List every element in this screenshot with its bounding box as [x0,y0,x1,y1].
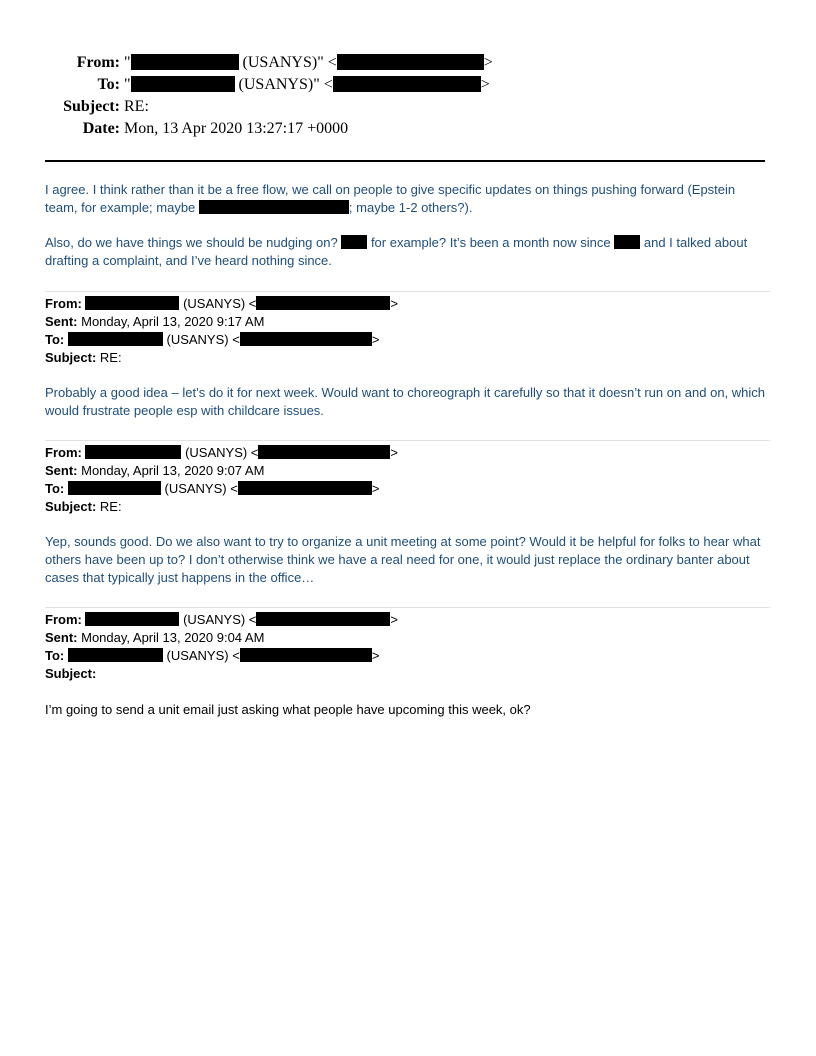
quoted-to-row [45,647,767,665]
quoted-from-org: (USANYS) < [179,612,257,627]
quoted-from-close: > [390,612,398,627]
reply-text: ; maybe 1-2 others?). [348,200,473,215]
header-date-label: Date: [82,120,120,137]
header-subject-label: Subject: [63,98,120,115]
header-to-org: (USANYS)" < [238,76,333,93]
quoted-to-label: To: [45,332,65,347]
redaction-box [68,648,163,662]
quoted-sent-row [45,313,767,331]
redaction-box [85,296,179,310]
quoted-to-org: (USANYS) < [160,481,238,496]
quoted-from-close: > [390,445,398,460]
header-to-label: To: [97,76,120,93]
reply-message-body [45,181,767,270]
reply-paragraph [45,234,767,270]
quoted-subject-row [45,498,767,516]
redaction-box [131,54,239,70]
quoted-to-close: > [371,481,380,496]
quoted-subject-label: Subject: [45,499,97,514]
header-to-quote: " [124,76,131,93]
quoted-sent-value: Monday, April 13, 2020 9:17 AM [77,314,265,329]
quoted-to-close: > [371,648,380,663]
quoted-to-row [45,331,767,349]
header-from-row [0,52,816,74]
quoted-from-label: From: [45,445,82,460]
quoted-from-org: (USANYS) < [179,296,257,311]
quoted-to-org: (USANYS) < [162,332,240,347]
header-subject-row [0,96,816,118]
redaction-box [240,332,372,346]
quoted-from-close: > [390,296,398,311]
header-to-close: > [480,76,490,93]
quoted-email-header [45,611,767,683]
email-separator [45,291,770,292]
quoted-from-row [45,611,767,629]
header-to-row [0,74,816,96]
reply-text: I agree. I think rather than it be a free flow, we call on people to give specific updates on things pushing forward (Epstein team, for example; maybe [45,182,736,215]
header-date-row [0,118,816,140]
redaction-box [238,481,372,495]
quoted-subject-row [45,665,767,683]
quoted-sent-row [45,462,767,480]
email-header [0,52,816,140]
email-separator [45,440,770,441]
quoted-sent-label: Sent: [45,463,78,478]
quoted-sent-value: Monday, April 13, 2020 9:04 AM [77,630,265,645]
redaction-box [337,54,484,70]
redaction-box [256,296,390,310]
header-date-value: Mon, 13 Apr 2020 13:27:17 +0000 [124,120,349,137]
redaction-box [199,200,349,214]
quoted-from-label: From: [45,296,82,311]
reply-text: Also, do we have things we should be nudging on? [45,235,342,250]
quoted-subject-value: RE: [96,499,122,514]
quoted-to-label: To: [45,481,65,496]
quoted-subject-value: RE: [96,350,122,365]
redaction-box [341,235,367,249]
reply-text: for example? It’s been a month now since [367,235,615,250]
redaction-box [240,648,372,662]
quoted-from-org: (USANYS) < [181,445,259,460]
quoted-subject-label: Subject: [45,666,97,681]
quoted-sent-value: Monday, April 13, 2020 9:07 AM [77,463,265,478]
quoted-from-row [45,444,767,462]
redaction-box [68,332,163,346]
redaction-box [85,612,179,626]
quoted-email-body: I’m going to send a unit email just asking what people have upcoming this week, ok? [45,702,531,717]
redaction-box [614,235,640,249]
header-from-close: > [483,54,493,71]
header-subject-value: RE: [124,98,149,115]
quoted-to-org: (USANYS) < [162,648,240,663]
quoted-from-row [45,295,767,313]
quoted-to-close: > [371,332,380,347]
redaction-box [68,481,161,495]
quoted-from-label: From: [45,612,82,627]
quoted-email-body: Probably a good idea – let’s do it for next week. Would want to choreograph it carefully so that it doesn’t run on and on, which would frustrate people esp with childcare issues. [45,385,766,418]
reply-text: and I talked about drafting a complaint, and I’ve heard nothing since. [45,235,748,268]
header-from-quote: " [124,54,131,71]
header-from-org: (USANYS)" < [242,54,337,71]
quoted-email-header [45,444,767,516]
header-divider [45,160,765,162]
quoted-sent-label: Sent: [45,314,78,329]
quoted-to-label: To: [45,648,65,663]
redaction-box [256,612,390,626]
redaction-box [333,76,481,92]
quoted-subject-label: Subject: [45,350,97,365]
email-separator [45,607,770,608]
reply-paragraph [45,181,767,217]
quoted-email-body: Yep, sounds good. Do we also want to try to organize a unit meeting at some point? Would it be helpful for folks to hear what others have been up to? I don’t otherwise think we have a real need for one, it would just replace the ordinary banter about cases that typically just happens in the office… [45,534,761,585]
quoted-to-row [45,480,767,498]
quoted-subject-row [45,349,767,367]
redaction-box [131,76,235,92]
quoted-sent-label: Sent: [45,630,78,645]
header-from-label: From: [76,54,120,71]
quoted-sent-row [45,629,767,647]
quoted-email-header [45,295,767,367]
redaction-box [258,445,390,459]
redaction-box [85,445,181,459]
